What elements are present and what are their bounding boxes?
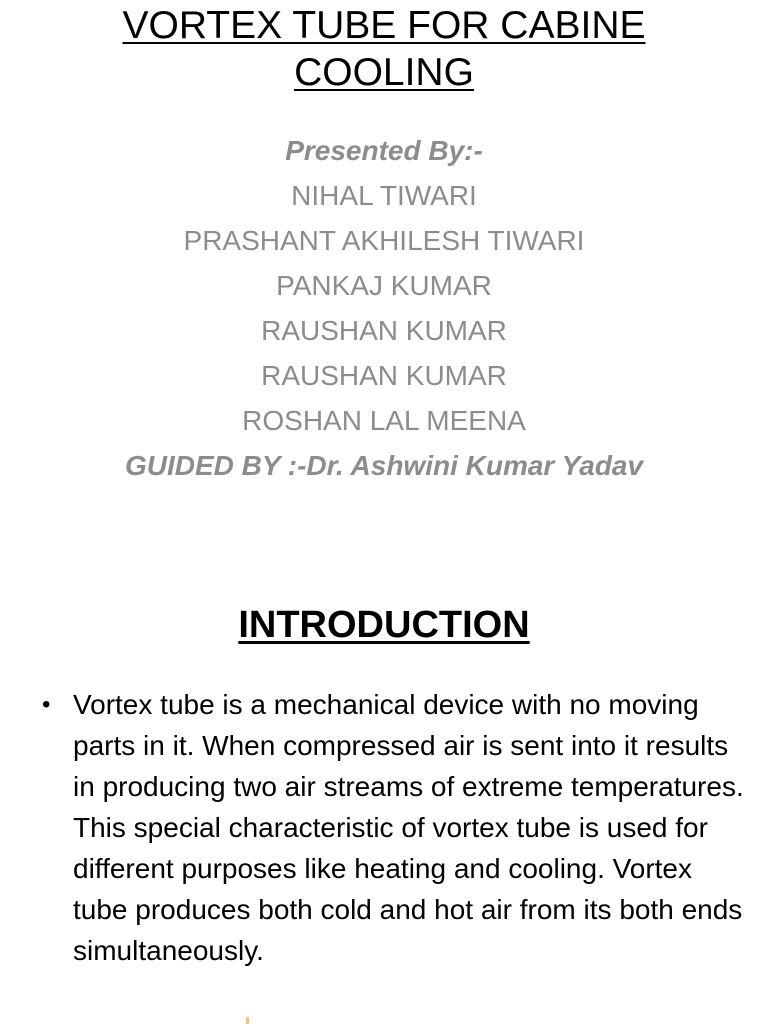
slide-edge-mark: [246, 1017, 249, 1024]
bullet-list: [0, 684, 768, 971]
bullet-icon: •: [42, 691, 51, 718]
title-line-1: VORTEX TUBE FOR CABINE: [122, 4, 646, 47]
guided-by-line: GUIDED BY :-Dr. Ashwini Kumar Yadav: [124, 450, 644, 481]
presenter-name: RAUSHAN KUMAR: [261, 360, 507, 391]
presenter-name: NIHAL TIWARI: [291, 180, 477, 211]
bullet-text: Vortex tube is a mechanical device with no moving parts in it. When compressed air is sent into it results in producing two air streams of extreme temperatures. This special characteristic of vortex tube is used for different purposes like heating and cooling. Vortex tube produces both cold and hot air from its both ends simultaneously.: [73, 689, 744, 966]
introduction-slide: [0, 590, 768, 1024]
presenter-name: ROSHAN LAL MEENA: [242, 405, 526, 436]
bullet-item: [0, 684, 768, 971]
introduction-heading: [0, 590, 768, 648]
presenter-block: [0, 128, 768, 488]
title-line-2: COOLING: [294, 51, 474, 94]
presentation-title: [0, 0, 768, 96]
presenter-name: RAUSHAN KUMAR: [261, 315, 507, 346]
introduction-heading-text: INTRODUCTION: [238, 604, 530, 646]
presenter-name: PRASHANT AKHILESH TIWARI: [183, 225, 585, 256]
presented-by-label: Presented By:-: [285, 135, 483, 166]
presenter-name: PANKAJ KUMAR: [276, 270, 492, 301]
